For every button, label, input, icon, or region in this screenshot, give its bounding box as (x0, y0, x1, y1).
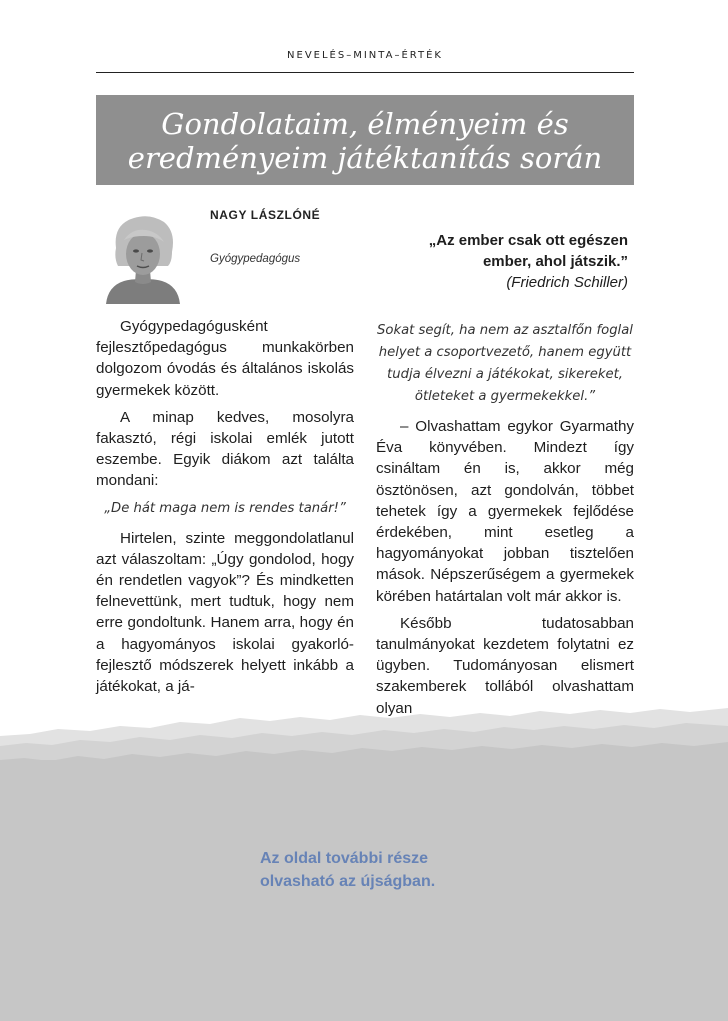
section-header: NEVELÉS–MINTA–ÉRTÉK (287, 50, 443, 61)
paragraph: – Olvashattam egykor Gyarmathy Éva könyvében. Mindezt így csináltam én is, akkor még ösztönösen, azt gondolván, többet tehetek így a gyermekek fejlődése érdekében, mint esetleg a hagyományokat jobban tisztelően mások. Népszerűségem a gyermekek körében határtalan volt már akkor is. (376, 418, 634, 605)
motto-author: (Friedrich Schiller) (506, 274, 628, 291)
motto-quote-line-2: ember, ahol játszik.” (482, 253, 628, 270)
left-column (96, 316, 354, 703)
header-divider (96, 72, 634, 73)
title-banner (96, 95, 634, 185)
article-title (96, 107, 634, 175)
pull-quote: „De hát maga nem is rendes tanár!” (104, 500, 346, 516)
paragraph: Gyógypedagógusként fejlesztőpedagógus munkakörben dolgozom óvodás és általános iskolás gyermekek között. (96, 318, 354, 399)
paragraph: Később tudatosabban tanulmányokat kezdetem folytatni ez ügyben. Tudományosan elismert szakemberek tollából olvashattam olyan (376, 614, 634, 717)
motto-quote-line-1: „Az ember csak ott egészen (428, 232, 628, 249)
author-name: NAGY LÁSZLÓNÉ (210, 208, 321, 222)
continue-notice (260, 847, 435, 893)
title-line-1: Gondolataim, élményeim és (161, 107, 569, 141)
pull-quote: Sokat segít, ha nem az asztalfőn foglal helyet a csoportvezető, hanem együtt tudja élvezni a játékokat, sikereket, ötleteket a gyermekekkel.” (377, 323, 633, 404)
motto-block (380, 230, 628, 293)
paragraph: Hirtelen, szinte meggondolatlanul azt válaszoltam: „Úgy gondolod, hogy én rendetlen vagyok”? És mindketten felnevettünk, mert tudtuk, hogy nem erre gondoltunk. Hanem arra, hogy én a hagyományos iskolai gyakorló-fejlesztő módszerek helyett inkább a játékokat, a já- (96, 529, 354, 696)
right-column (376, 316, 634, 725)
title-line-2: eredményeim játéktanítás során (127, 141, 603, 175)
author-photo (104, 208, 182, 304)
notice-line-1: Az oldal további része (260, 850, 429, 867)
author-role: Gyógypedagógus (210, 253, 301, 265)
notice-line-2: olvasható az újságban. (260, 873, 436, 890)
paragraph: A minap kedves, mosolyra fakasztó, régi iskolai emlék jutott eszembe. Egyik diákom azt találta mondani: (96, 408, 354, 490)
